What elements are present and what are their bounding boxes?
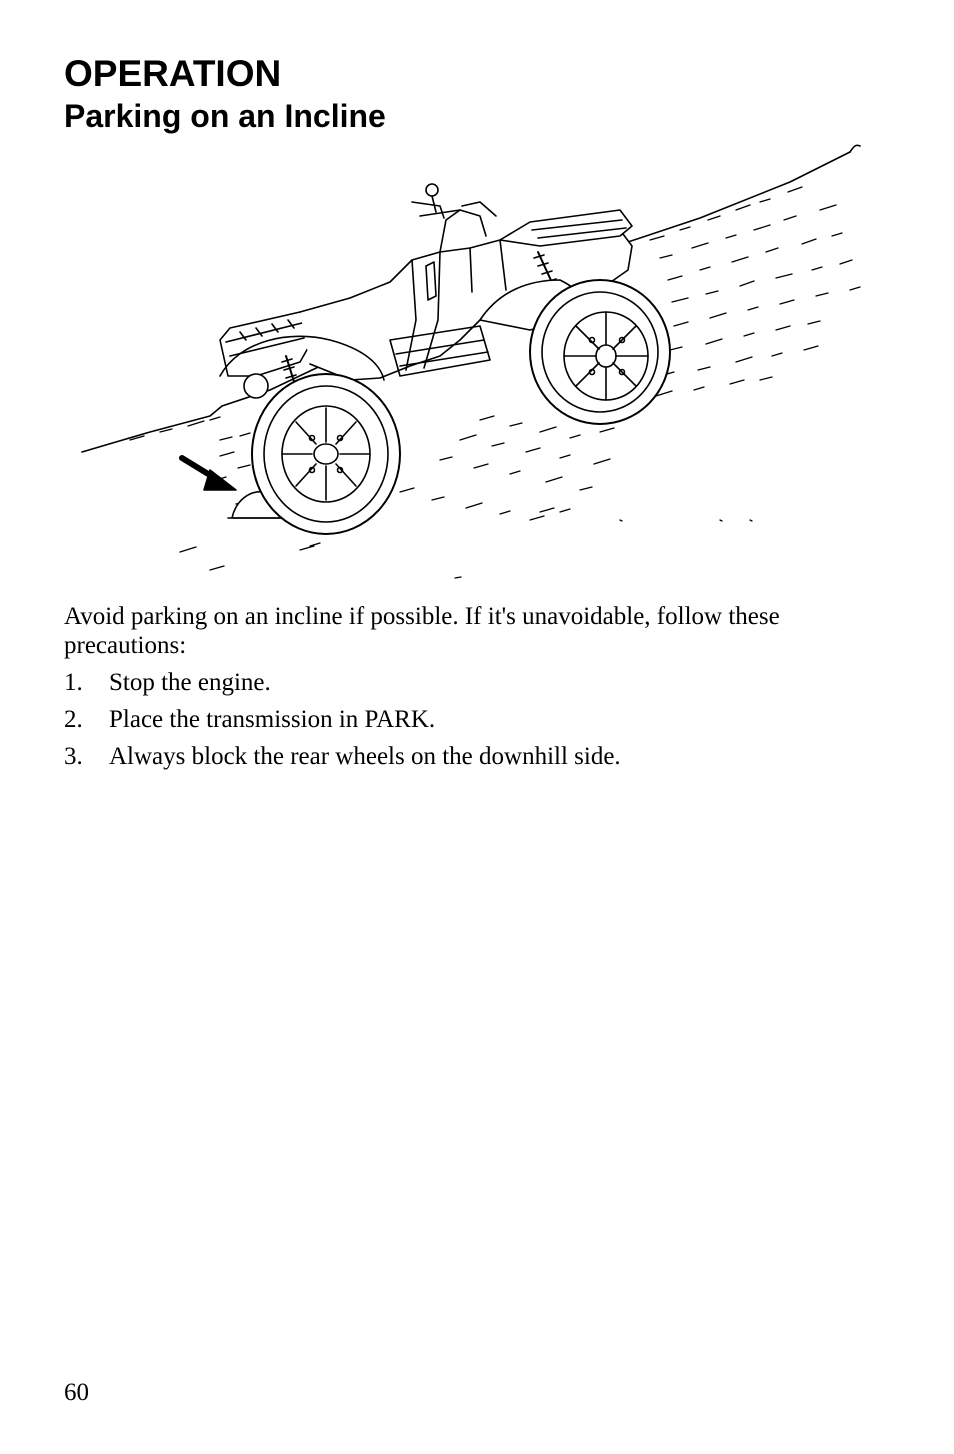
- step-number: 1.: [64, 669, 83, 696]
- step-number: 2.: [64, 706, 83, 733]
- page-number: 60: [64, 1379, 89, 1406]
- subsection-title: Parking on an Incline: [64, 98, 386, 134]
- step-text: Place the transmission in PARK.: [109, 706, 436, 733]
- wheel-block-arrow-icon: [182, 458, 236, 490]
- rear-wheel: [252, 374, 400, 534]
- step-text: Always block the rear wheels on the downhill side.: [109, 743, 621, 770]
- step-number: 3.: [64, 743, 83, 770]
- section-title: OPERATION: [64, 53, 282, 94]
- list-item: [64, 705, 621, 734]
- atv-incline-figure: [60, 140, 880, 590]
- atv-illustration: [220, 184, 670, 534]
- list-item: [64, 742, 621, 771]
- precaution-steps: [64, 668, 621, 779]
- intro-paragraph: Avoid parking on an incline if possible. If it's unavoidable, follow these precautions:: [64, 603, 780, 659]
- front-wheel: [530, 280, 670, 424]
- list-item: [64, 668, 621, 697]
- step-text: Stop the engine.: [109, 669, 271, 696]
